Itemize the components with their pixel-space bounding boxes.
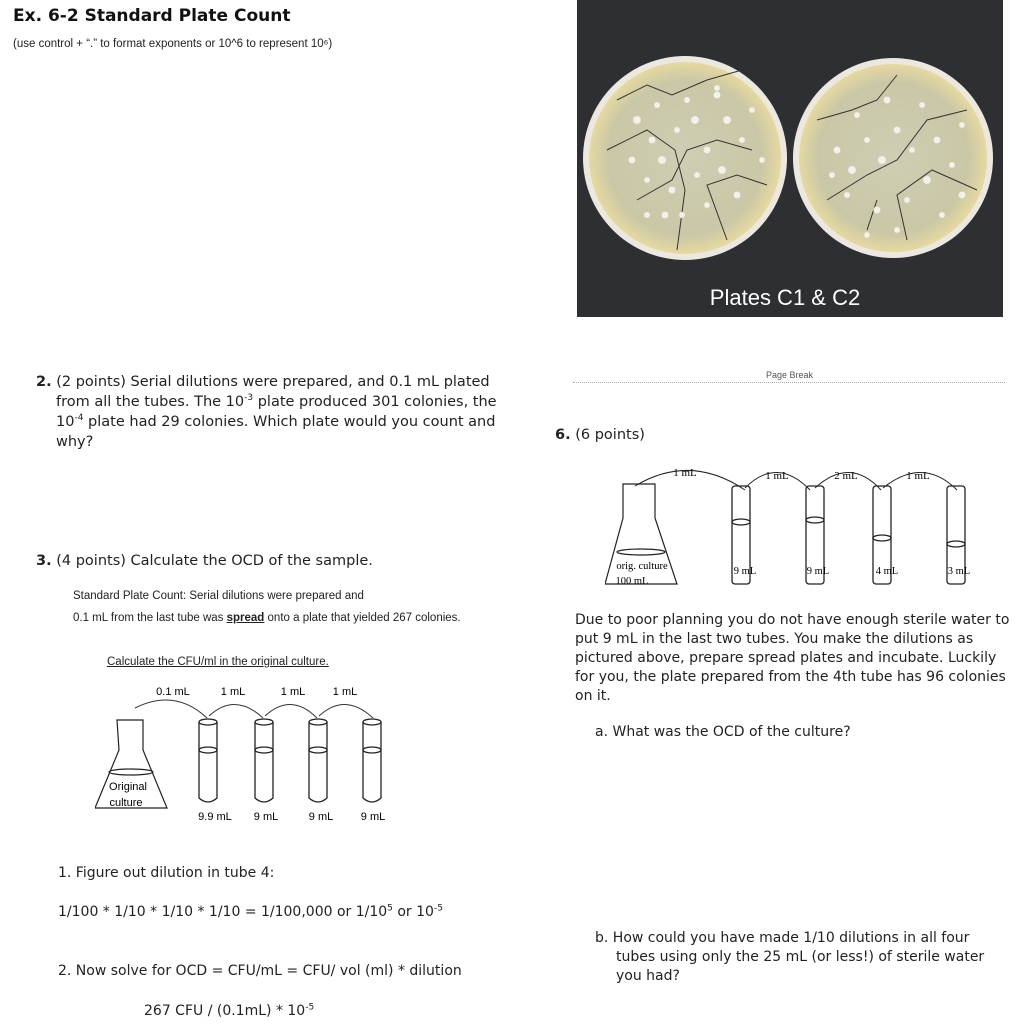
plates-illustration xyxy=(577,0,1003,317)
q3-arrow-2 xyxy=(209,704,263,718)
q3-transfer-3: 1 mL xyxy=(280,686,306,698)
q6-part-b-line2: tubes using only the 25 mL (or less!) of sterile water xyxy=(616,949,985,965)
q3-tube-1 xyxy=(199,719,217,802)
q3-tube-3 xyxy=(309,719,327,802)
q3-arrow-3 xyxy=(265,704,317,718)
q3-desc-bold: spread xyxy=(226,612,265,624)
q6-volume-1: 9 mL xyxy=(733,566,757,577)
q3-desc-line2 xyxy=(73,612,461,624)
q3-diagram-title: Calculate the CFU/ml in the original culture. xyxy=(107,656,329,668)
plate-c1 xyxy=(583,56,787,260)
q3-step2-calc xyxy=(144,1002,314,1021)
q3-desc-line2-b: onto a plate that yielded 267 colonies. xyxy=(264,612,461,624)
q6-part-b xyxy=(595,929,984,986)
question-6 xyxy=(555,425,645,445)
photo-caption: Plates C1 & C2 xyxy=(709,285,861,310)
q3-transfer-2: 1 mL xyxy=(220,686,246,698)
q6-transfer-3: 2 mL xyxy=(834,470,858,482)
plates-photo xyxy=(577,0,1003,317)
q6-para-line-5: on it. xyxy=(575,688,611,704)
q3-volume-2: 9 mL xyxy=(253,811,279,823)
q3-step2-calc-text: 267 CFU / (0.1mL) * 10 xyxy=(144,1003,306,1019)
q3-transfer-4: 1 mL xyxy=(332,686,358,698)
plate-c2 xyxy=(793,58,993,258)
q2-exp-a: -3 xyxy=(244,393,254,404)
q6-para-line-2: put 9 mL in the last two tubes. You make the dilutions as xyxy=(575,631,974,647)
q6-transfer-1: 1 mL xyxy=(673,467,697,479)
q3-number: 3. xyxy=(36,553,52,569)
q6-part-a: a. What was the OCD of the culture? xyxy=(595,724,851,740)
q6-volume-2: 9 mL xyxy=(806,566,830,577)
q6-dilution-diagram xyxy=(605,458,985,598)
q3-step2: 2. Now solve for OCD = CFU/mL = CFU/ vol (ml) * dilution xyxy=(58,963,462,979)
q3-step2-exp: -5 xyxy=(305,1002,315,1013)
q2-line1: (2 points) Serial dilutions were prepared, and 0.1 mL plated xyxy=(56,374,490,390)
q6-transfer-4: 1 mL xyxy=(906,470,930,482)
q2-line4: why? xyxy=(56,434,94,450)
q3-flask-label-2: culture xyxy=(109,797,143,809)
q2-number: 2. xyxy=(36,374,52,390)
q3-arrow-1 xyxy=(135,700,207,718)
q3-desc-line2-a: 0.1 mL from the last tube was xyxy=(73,612,227,624)
question-2 xyxy=(36,372,536,452)
q6-flask-label-1: orig. culture xyxy=(616,561,668,572)
q3-volume-3: 9 mL xyxy=(308,811,334,823)
q3-volume-1: 9.9 mL xyxy=(198,811,232,823)
page-break-line xyxy=(573,382,1005,383)
q3-dilution-diagram xyxy=(95,680,405,830)
page-title: Ex. 6-2 Standard Plate Count xyxy=(13,6,291,26)
q2-line2b: plate produced 301 colonies, the xyxy=(253,394,497,410)
exponent-hint: (use control + “.” to format exponents or 10^6 to represent 10⁶) xyxy=(13,38,333,50)
q6-number: 6. xyxy=(555,427,571,443)
q3-desc-line1: Standard Plate Count: Serial dilutions were prepared and xyxy=(73,590,364,602)
q6-para-line-1: Due to poor planning you do not have enough sterile water to xyxy=(575,612,1010,628)
page-break-label: Page Break xyxy=(766,370,814,380)
q3-step1-calc-a: 1/100 * 1/10 * 1/10 * 1/10 = 1/100,000 or 1/10 xyxy=(58,904,388,920)
q2-line3a: 10 xyxy=(56,414,75,430)
q6-points: (6 points) xyxy=(575,427,645,443)
q3-step1-calc xyxy=(58,903,443,922)
q3-flask xyxy=(95,720,167,808)
q6-volume-4: 3 mL xyxy=(947,566,971,577)
q6-part-b-line3: you had? xyxy=(616,968,680,984)
q3-step1: 1. Figure out dilution in tube 4: xyxy=(58,865,275,881)
q3-arrow-4 xyxy=(319,704,373,718)
question-3 xyxy=(36,551,373,571)
q6-paragraph xyxy=(575,611,1015,706)
q6-para-line-4: for you, the plate prepared from the 4th tube has 96 colonies xyxy=(575,669,1006,685)
q3-volume-4: 9 mL xyxy=(360,811,386,823)
q6-flask-label-2: 100 mL xyxy=(615,576,649,587)
q3-tube-2 xyxy=(255,719,273,802)
q2-exp-b: -4 xyxy=(74,413,84,424)
q6-transfer-2: 1 mL xyxy=(765,470,789,482)
q3-step1-exp2: -5 xyxy=(433,903,443,914)
q3-text: (4 points) Calculate the OCD of the sample. xyxy=(56,553,373,569)
q6-volume-3: 4 mL xyxy=(875,566,899,577)
q2-line2: from all the tubes. The 10 xyxy=(56,394,245,410)
q3-flask-label-1: Original xyxy=(109,781,147,793)
q3-tube-4 xyxy=(363,719,381,802)
q3-transfer-1: 0.1 mL xyxy=(156,686,190,698)
q6-para-line-3: pictured above, prepare spread plates and incubate. Luckily xyxy=(575,650,997,666)
q6-part-b-line1: b. How could you have made 1/10 dilutions in all four xyxy=(595,930,970,946)
q3-step1-calc-b: or 10 xyxy=(392,904,434,920)
q3-step1-exp1: 5 xyxy=(387,903,393,914)
q2-line3b: plate had 29 colonies. Which plate would you count and xyxy=(83,414,496,430)
